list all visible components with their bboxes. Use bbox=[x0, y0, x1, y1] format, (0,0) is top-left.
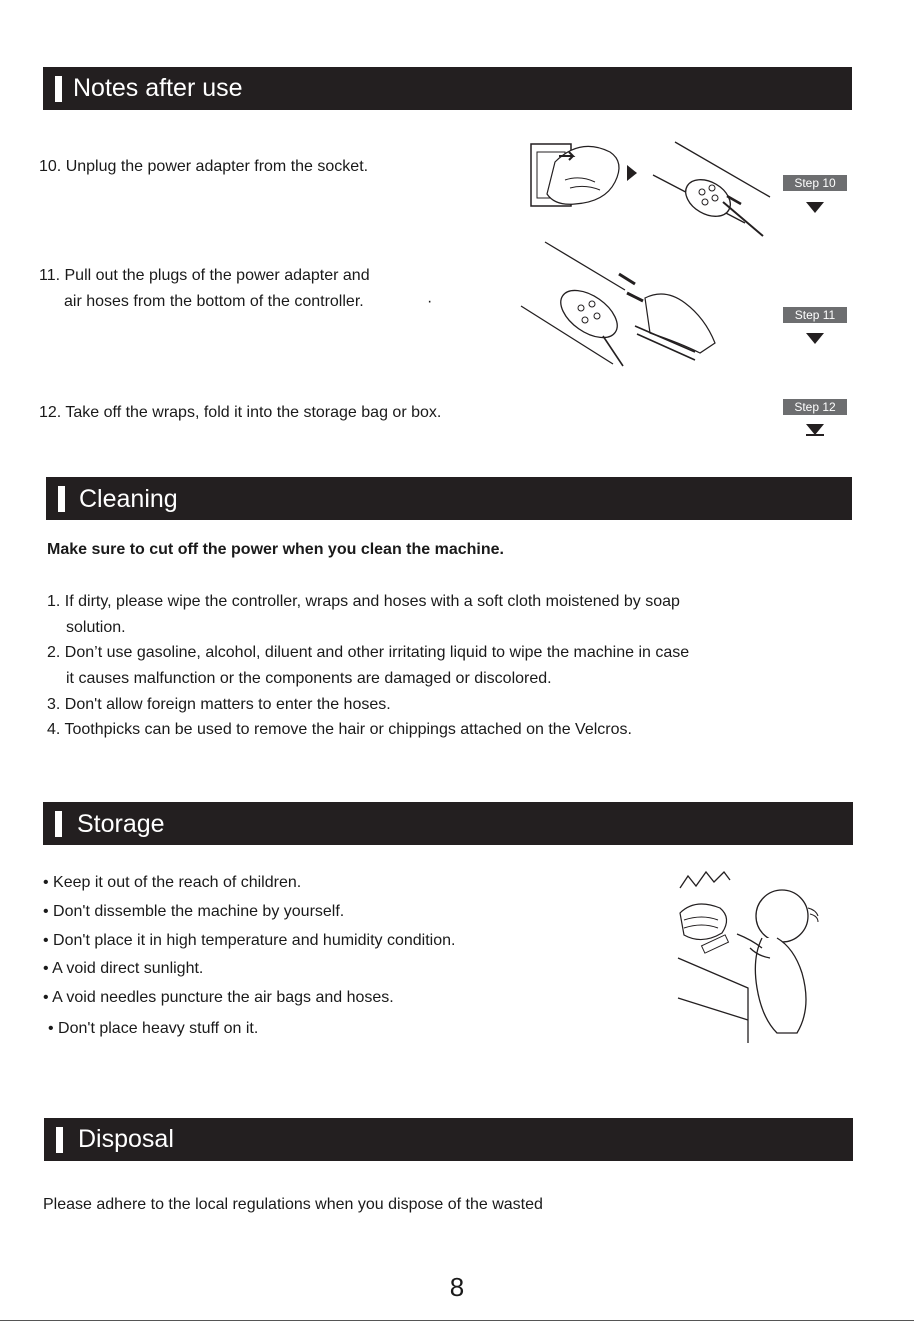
section-title: Cleaning bbox=[79, 485, 178, 513]
header-bar-mark bbox=[58, 486, 65, 512]
cleaning-item: 4. Toothpicks can be used to remove the hair or chippings attached on the Velcros. bbox=[47, 721, 632, 738]
step11-dot: · bbox=[427, 293, 433, 310]
bottom-rule bbox=[0, 1320, 914, 1321]
step11-text-line2: air hoses from the bottom of the controller. bbox=[64, 293, 364, 310]
cleaning-item: 1. If dirty, please wipe the controller, wraps and hoses with a soft cloth moistened by soap bbox=[47, 593, 680, 610]
section-header-storage bbox=[43, 802, 853, 845]
storage-item: • Keep it out of the reach of children. bbox=[43, 874, 302, 891]
cleaning-warning: Make sure to cut off the power when you clean the machine. bbox=[47, 541, 504, 558]
unplug-socket-illustration bbox=[525, 130, 775, 245]
section-title: Storage bbox=[77, 810, 165, 838]
storage-item: • A void direct sunlight. bbox=[43, 960, 204, 977]
step10-badge: Step 10 bbox=[783, 175, 847, 191]
cleaning-item: it causes malfunction or the components are damaged or discolored. bbox=[66, 670, 552, 687]
cleaning-item: 3. Don't allow foreign matters to enter the hoses. bbox=[47, 696, 391, 713]
storage-item: • A void needles puncture the air bags and hoses. bbox=[43, 989, 394, 1006]
cleaning-item: 2. Don’t use gasoline, alcohol, diluent and other irritating liquid to wipe the machine in case bbox=[47, 644, 690, 661]
header-bar-mark bbox=[55, 76, 62, 102]
section-title: Notes after use bbox=[73, 74, 243, 102]
step12-badge: Step 12 bbox=[783, 399, 847, 415]
storage-item: • Don't place heavy stuff on it. bbox=[48, 1020, 259, 1037]
section-header-disposal bbox=[44, 1118, 853, 1161]
storage-item: • Don't dissemble the machine by yourself. bbox=[43, 903, 345, 920]
step12-end-bar bbox=[806, 434, 824, 436]
disposal-text: Please adhere to the local regulations when you dispose of the wasted bbox=[43, 1196, 543, 1213]
step11-text-line1: 11. Pull out the plugs of the power adapter and bbox=[39, 267, 370, 284]
step11-down-arrow-icon bbox=[806, 333, 824, 344]
section-title: Disposal bbox=[78, 1125, 174, 1153]
section-header-notes bbox=[43, 67, 852, 110]
cleaning-item: solution. bbox=[66, 619, 126, 636]
header-bar-mark bbox=[56, 1127, 63, 1153]
storage-item: • Don't place it in high temperature and humidity condition. bbox=[43, 932, 456, 949]
pull-plugs-illustration bbox=[515, 238, 740, 373]
child-storage-illustration bbox=[670, 858, 825, 1043]
section-header-cleaning bbox=[46, 477, 852, 520]
page-number: 8 bbox=[449, 1272, 465, 1302]
header-bar-mark bbox=[55, 811, 62, 837]
step11-badge: Step 11 bbox=[783, 307, 847, 323]
step10-text: 10. Unplug the power adapter from the socket. bbox=[39, 158, 369, 175]
step12-text: 12. Take off the wraps, fold it into the storage bag or box. bbox=[39, 404, 442, 421]
step10-down-arrow-icon bbox=[806, 202, 824, 213]
